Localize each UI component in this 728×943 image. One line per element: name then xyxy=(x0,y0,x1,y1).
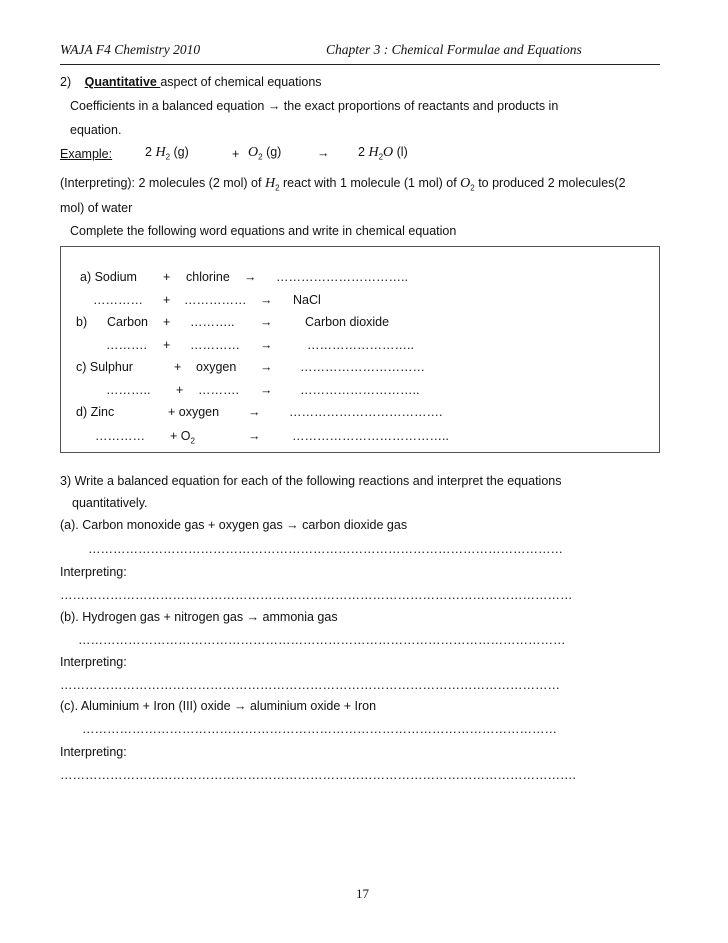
eq-a-reactant-1: a) Sodium xyxy=(80,270,137,284)
arrow-icon: → xyxy=(317,146,330,160)
eq-c-reactant-2: oxygen xyxy=(196,360,237,374)
eq-a-product-blank[interactable]: ………………………….. xyxy=(276,270,408,284)
header-left: WAJA F4 Chemistry 2010 xyxy=(60,42,201,57)
eq-c-formula-blank-1[interactable]: ……….. xyxy=(106,383,151,397)
eq-b-formula-blank-2[interactable]: ………… xyxy=(190,338,240,352)
subscript: 2 xyxy=(470,183,475,193)
example-reactant-2 xyxy=(248,145,281,162)
eq-b-product: Carbon dioxide xyxy=(305,315,390,329)
eq-b-product-blank[interactable]: …………………….. xyxy=(307,338,414,352)
interp-c-blank[interactable]: ……………………………………………………………………………………………………………. xyxy=(60,768,576,782)
example-reactant-1 xyxy=(145,145,189,162)
arrow-icon: → xyxy=(260,383,273,397)
state-symbol: (g) xyxy=(173,145,189,159)
interp-text: react with 1 molecule (1 mol) of xyxy=(279,176,461,190)
interp-b-blank[interactable]: ………………………………………………………………………………………………………… xyxy=(60,678,560,692)
section-title-bold: Quantitative xyxy=(84,75,161,89)
arrow-icon: → xyxy=(260,338,273,352)
interpreting-line-2: mol) of water xyxy=(60,201,133,215)
eq-b-formula-blank-1[interactable]: ………. xyxy=(106,338,147,352)
eq-c-reactant-1: c) Sulphur xyxy=(76,360,133,374)
eq-d-product-formula-blank[interactable]: ……………………………….. xyxy=(292,429,449,443)
eq-a-reactant-2: chlorine xyxy=(186,270,230,284)
arrow-icon: → xyxy=(260,315,273,329)
question-b: (b). Hydrogen gas + nitrogen gas → ammonia gas xyxy=(60,610,338,624)
eq-a-formula-blank-2[interactable]: …………… xyxy=(184,293,247,307)
eq-a-formula-blank-1[interactable]: ………… xyxy=(93,293,143,307)
section-title-rest: aspect of chemical equations xyxy=(160,75,322,89)
section-3-heading-2: quantitatively. xyxy=(72,496,148,510)
interp-text: (Interpreting): 2 molecules (2 mol) of xyxy=(60,176,265,190)
header-divider xyxy=(60,64,660,65)
interpreting-line xyxy=(60,176,626,193)
species-symbol: H xyxy=(155,145,166,160)
species-symbol: O xyxy=(248,145,259,160)
subscript: 2 xyxy=(165,152,171,162)
plus-sign: + xyxy=(163,270,171,284)
eq-c-product-formula-blank[interactable]: ……………………….. xyxy=(300,383,420,397)
arrow-icon: → xyxy=(244,270,257,284)
eq-b-label: b) xyxy=(76,315,88,329)
eq-d-oxygen-formula xyxy=(170,429,195,446)
arrow-icon: → xyxy=(260,360,273,374)
coefficients-line: Coefficients in a balanced equation → the exact proportions of reactants and products in xyxy=(70,99,559,113)
interp-a-blank[interactable]: …………………………………………………………………………………………………………… xyxy=(60,588,573,602)
species-symbol: O xyxy=(460,176,471,191)
species-symbol: O xyxy=(383,145,394,160)
coefficient: 2 xyxy=(358,145,365,159)
section-2-heading xyxy=(60,75,322,89)
interp-text: to produced 2 molecules(2 xyxy=(474,176,626,190)
state-symbol: (g) xyxy=(266,145,282,159)
subscript: 2 xyxy=(275,183,280,193)
eq-d-product-blank[interactable]: ………………………………. xyxy=(289,405,443,419)
eq-a-product-formula: NaCl xyxy=(293,293,321,307)
arrow-icon: → xyxy=(248,429,261,443)
section-number: 2) xyxy=(60,75,72,89)
species-symbol: H xyxy=(368,145,379,160)
subscript: 2 xyxy=(378,152,384,162)
interp-a-label: Interpreting: xyxy=(60,565,127,579)
eq-d-reactant-1: d) Zinc xyxy=(76,405,115,419)
arrow-icon: → xyxy=(248,405,261,419)
answer-b-blank[interactable]: ……………………………………………………………………………………………………… xyxy=(78,633,566,647)
interp-c-label: Interpreting: xyxy=(60,745,127,759)
formula-text: + O xyxy=(170,429,191,443)
header-right: Chapter 3 : Chemical Formulae and Equations xyxy=(326,42,582,57)
subscript: 2 xyxy=(258,152,263,162)
eq-c-formula-blank-2[interactable]: ………. xyxy=(198,383,239,397)
interp-b-label: Interpreting: xyxy=(60,655,127,669)
coefficient: 2 xyxy=(145,145,152,159)
eq-b-reactant-1: Carbon xyxy=(107,315,148,329)
plus-sign: + xyxy=(163,315,171,329)
example-product xyxy=(358,145,408,162)
question-c: (c). Aluminium + Iron (III) oxide → aluminium oxide + Iron xyxy=(60,699,377,713)
plus-sign: + xyxy=(174,360,182,374)
example-label: Example: xyxy=(60,147,113,161)
eq-d-formula-blank-1[interactable]: ………… xyxy=(95,429,145,443)
eq-d-reactant-2: + oxygen xyxy=(168,405,220,419)
eq-b-reactant-blank[interactable]: ……….. xyxy=(190,315,235,329)
coefficients-line-2: equation. xyxy=(70,123,122,137)
answer-a-blank[interactable]: …………………………………………………………………………………………………… xyxy=(88,542,563,556)
section-3-heading: 3) Write a balanced equation for each of the following reactions and interpret the equations xyxy=(60,474,562,488)
plus-sign: + xyxy=(163,293,171,307)
plus-sign: + xyxy=(163,338,171,352)
question-a: (a). Carbon monoxide gas + oxygen gas → carbon dioxide gas xyxy=(60,518,408,532)
state-symbol: (l) xyxy=(396,145,408,159)
eq-c-product-blank[interactable]: ………………………… xyxy=(300,360,425,374)
instruction: Complete the following word equations and write in chemical equation xyxy=(70,224,457,238)
species-symbol: H xyxy=(264,176,276,191)
subscript: 2 xyxy=(190,436,195,446)
arrow-icon: → xyxy=(260,293,273,307)
plus-sign: + xyxy=(232,147,240,161)
plus-sign: + xyxy=(176,383,184,397)
answer-c-blank[interactable]: …………………………………………………………………………………………………… xyxy=(82,722,557,736)
page-number: 17 xyxy=(356,886,369,901)
